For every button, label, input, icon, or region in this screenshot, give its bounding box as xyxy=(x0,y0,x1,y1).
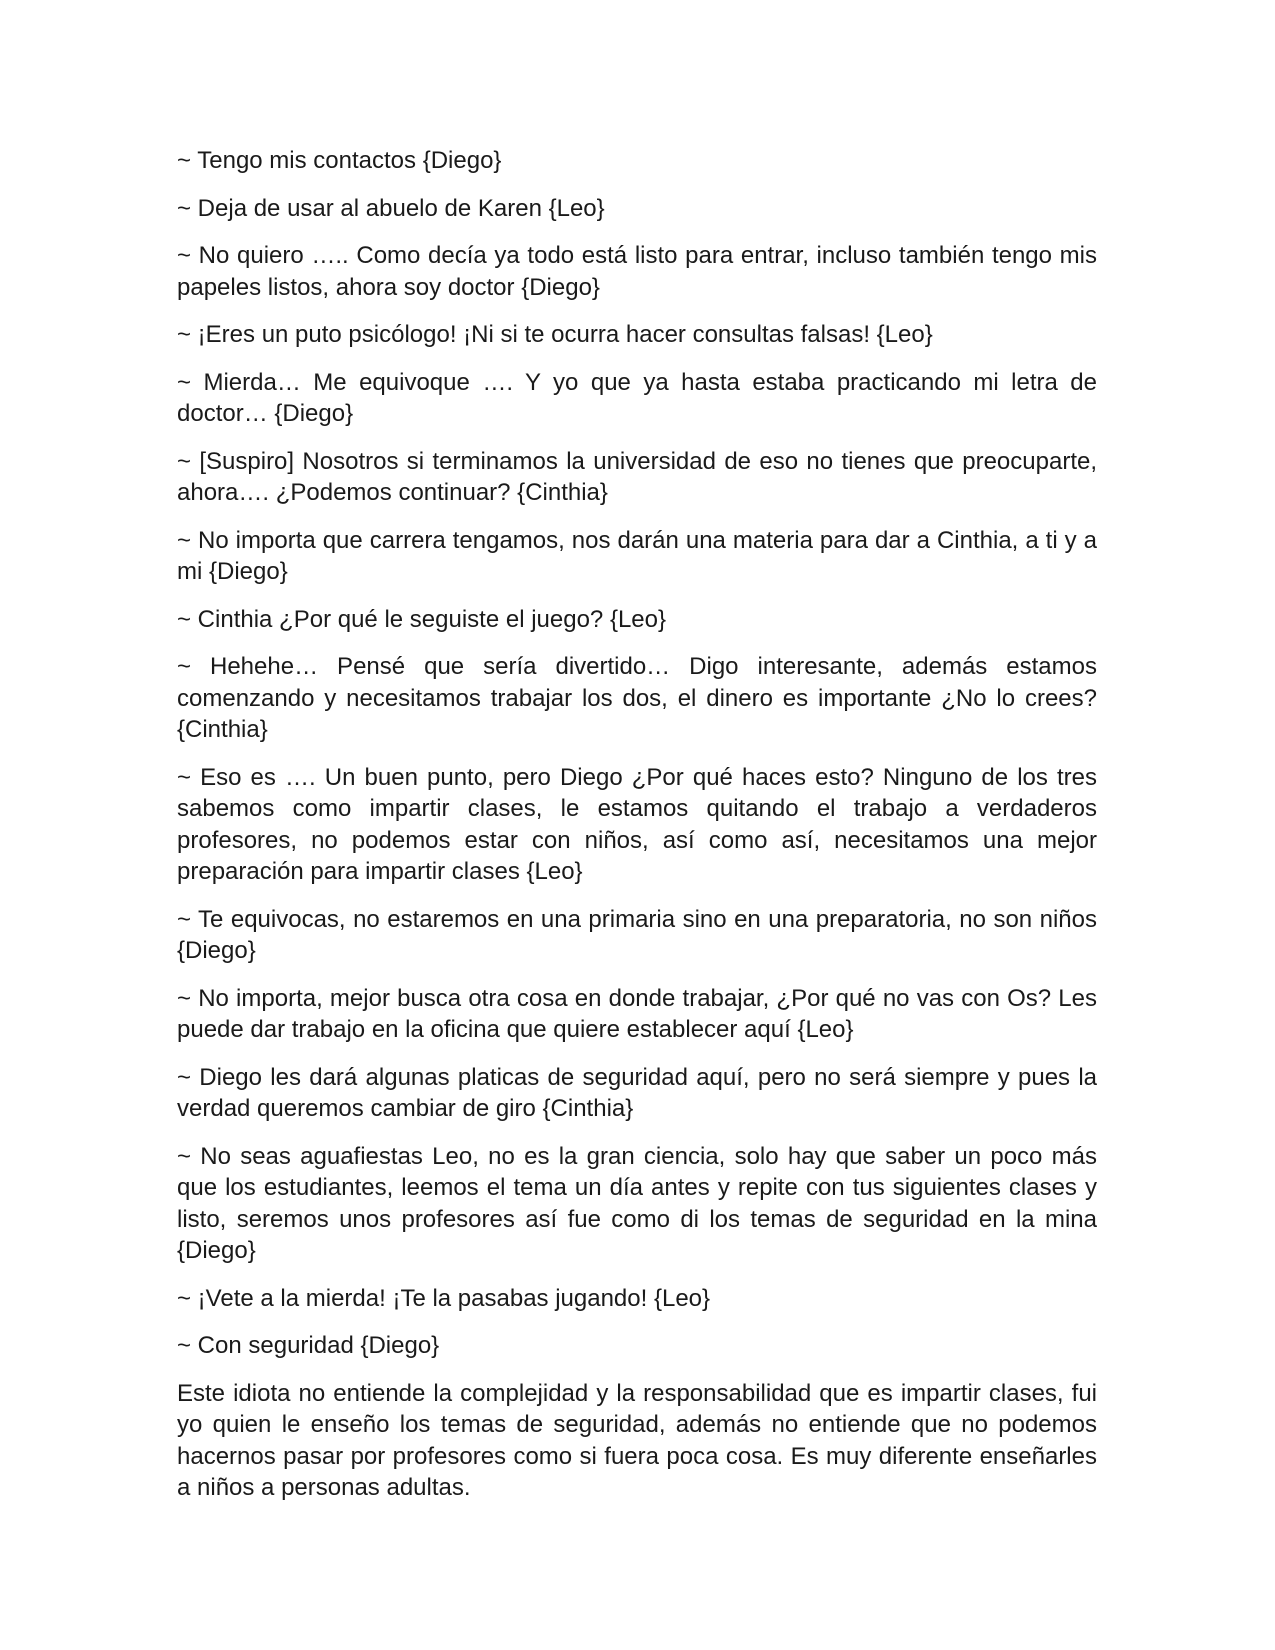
dialogue-line: ~ Cinthia ¿Por qué le seguiste el juego? {Leo} xyxy=(177,605,667,633)
dialogue-line: ~ Deja de usar al abuelo de Karen {Leo} xyxy=(177,194,605,222)
dialogue-line: ~ No seas aguafiestas Leo, no es la gran ciencia, solo hay que saber un poco más que los estudiantes, leemos el tema un día antes y repite con tus siguientes clases y listo, seremos unos profesores así fue como di los temas de seguridad en la mina {Diego} xyxy=(177,1142,1097,1264)
dialogue-line: ~ Tengo mis contactos {Diego} xyxy=(177,147,502,174)
dialogue-line: ~ ¡Eres un puto psicólogo! ¡Ni si te ocurra hacer consultas falsas! {Leo} xyxy=(177,321,933,348)
dialogue-line: ~ Diego les dará algunas platicas de seguridad aquí, pero no será siempre y pues la verdad queremos cambiar de giro {Cinthia} xyxy=(177,1063,1097,1122)
dialogue-line: ~ Mierda… Me equivoque …. Y yo que ya hasta estaba practicando mi letra de doctor… {Diego} xyxy=(177,368,1097,427)
narration-paragraph: Este idiota no entiende la complejidad y la responsabilidad que es impartir clases, fui yo quien le enseño los temas de seguridad, además no entiende que no podemos hacernos pasar por profesores como si fuera poca cosa. Es muy diferente enseñarles a niños a personas adultas. xyxy=(177,1379,1097,1501)
dialogue-line: ~ Hehehe… Pensé que sería divertido… Digo interesante, además estamos comenzando y necesitamos trabajar los dos, el dinero es importante ¿No lo crees? {Cinthia} xyxy=(177,653,1097,743)
dialogue-line: ~ No importa, mejor busca otra cosa en donde trabajar, ¿Por qué no vas con Os? Les puede dar trabajo en la oficina que quiere establecer aquí {Leo} xyxy=(177,984,1097,1043)
dialogue-line: ~ No importa que carrera tengamos, nos darán una materia para dar a Cinthia, a ti y a mi {Diego} xyxy=(177,526,1097,585)
dialogue-line: ~ No quiero ….. Como decía ya todo está listo para entrar, incluso también tengo mis papeles listos, ahora soy doctor {Diego} xyxy=(177,242,1097,301)
dialogue-line: ~ ¡Vete a la mierda! ¡Te la pasabas jugando! {Leo} xyxy=(177,1284,711,1312)
dialogue-line: ~ Te equivocas, no estaremos en una primaria sino en una preparatoria, no son niños {Diego} xyxy=(177,905,1097,964)
dialogue-line: ~ Con seguridad {Diego} xyxy=(177,1332,440,1359)
document-page xyxy=(177,145,1097,1520)
dialogue-line: ~ [Suspiro] Nosotros si terminamos la universidad de eso no tienes que preocuparte, ahora…. ¿Podemos continuar? {Cinthia} xyxy=(177,447,1097,506)
dialogue-line: ~ Eso es …. Un buen punto, pero Diego ¿Por qué haces esto? Ninguno de los tres sabemos como impartir clases, le estamos quitando el trabajo a verdaderos profesores, no podemos estar con niños, así como así, necesitamos una mejor preparación para impartir clases {Leo} xyxy=(177,763,1097,885)
